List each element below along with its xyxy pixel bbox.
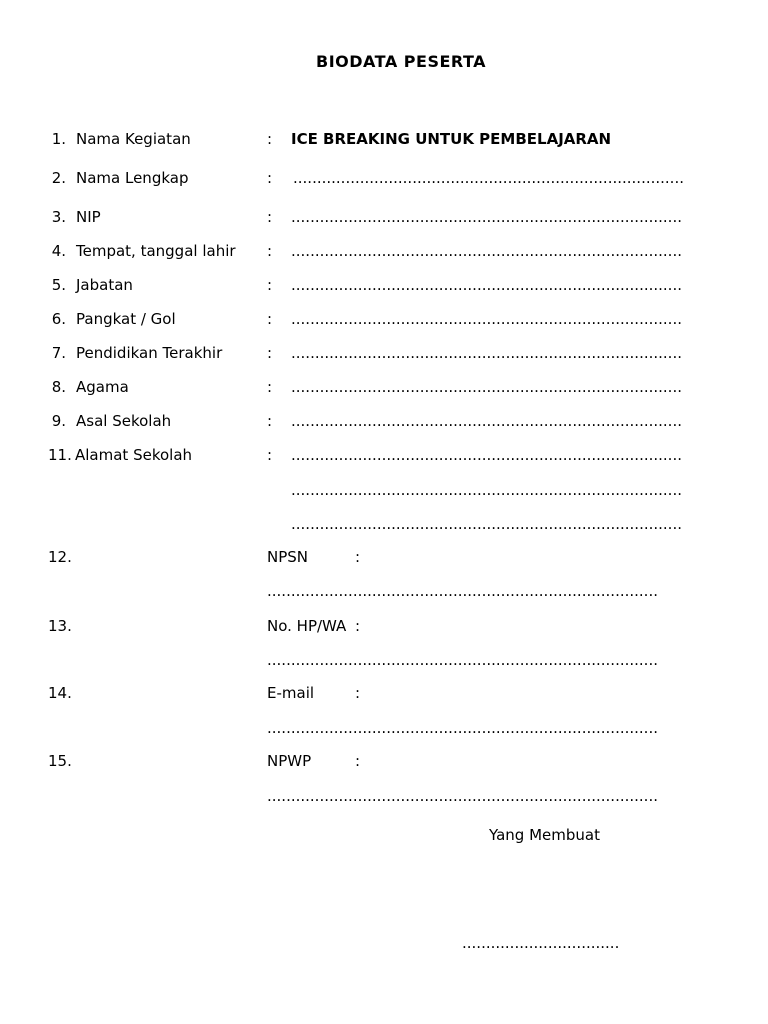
field-label: No. HP/WA xyxy=(267,617,347,635)
field-number: 6. xyxy=(51,310,66,328)
field-number: 12. xyxy=(48,548,72,566)
field-label: NPSN xyxy=(267,548,309,566)
field-colon: : xyxy=(267,446,273,464)
field-colon: : xyxy=(355,752,361,770)
field-dotted-line[interactable]: .................................................................................. xyxy=(291,481,682,499)
field-colon: : xyxy=(267,344,273,362)
field-label: Pangkat / Gol xyxy=(76,310,176,328)
field-number: 5. xyxy=(51,276,66,294)
field-label: Alamat Sekolah xyxy=(75,446,193,464)
signature-line[interactable]: ................................. xyxy=(462,934,620,952)
field-colon: : xyxy=(267,169,273,187)
field-dotted-line[interactable]: .................................................................................. xyxy=(291,378,682,396)
page-title: BIODATA PESERTA xyxy=(316,52,487,71)
field-label: Nama Kegiatan xyxy=(76,130,191,148)
field-dotted-line[interactable]: .................................................................................. xyxy=(291,515,682,533)
field-colon: : xyxy=(267,242,273,260)
field-label: Jabatan xyxy=(76,276,133,294)
field-number: 1. xyxy=(51,130,66,148)
field-dotted-line[interactable]: .................................................................................. xyxy=(291,242,682,260)
field-dotted-line[interactable]: .................................................................................. xyxy=(267,582,658,600)
field-dotted-line[interactable]: .................................................................................. xyxy=(267,651,658,669)
field-colon: : xyxy=(355,548,361,566)
field-label: NIP xyxy=(76,208,101,226)
field-number: 9. xyxy=(51,412,66,430)
field-number: 8. xyxy=(51,378,66,396)
field-dotted-line[interactable]: .................................................................................. xyxy=(291,310,682,328)
field-dotted-line[interactable]: .................................................................................. xyxy=(291,208,682,226)
field-dotted-line[interactable]: .................................................................................. xyxy=(291,446,682,464)
field-number: 4. xyxy=(51,242,66,260)
field-colon: : xyxy=(267,412,273,430)
field-value: ICE BREAKING UNTUK PEMBELAJARAN xyxy=(291,130,612,148)
field-label: E-mail xyxy=(267,684,315,702)
field-number: 2. xyxy=(51,169,66,187)
field-number: 11. xyxy=(48,446,72,464)
field-colon: : xyxy=(267,208,273,226)
field-number: 15. xyxy=(48,752,72,770)
field-label: Nama Lengkap xyxy=(76,169,189,187)
field-number: 7. xyxy=(51,344,66,362)
field-number: 3. xyxy=(51,208,66,226)
field-colon: : xyxy=(267,276,273,294)
field-dotted-line[interactable]: .................................................................................. xyxy=(293,169,684,187)
field-number: 14. xyxy=(48,684,72,702)
field-colon: : xyxy=(267,378,273,396)
signature-label: Yang Membuat xyxy=(489,826,600,844)
field-dotted-line[interactable]: .................................................................................. xyxy=(291,412,682,430)
field-dotted-line[interactable]: .................................................................................. xyxy=(291,276,682,294)
field-colon: : xyxy=(355,617,361,635)
field-dotted-line[interactable]: .................................................................................. xyxy=(291,344,682,362)
field-dotted-line[interactable]: .................................................................................. xyxy=(267,719,658,737)
field-label: Tempat, tanggal lahir xyxy=(76,242,236,260)
field-label: Asal Sekolah xyxy=(76,412,172,430)
field-label: NPWP xyxy=(267,752,312,770)
field-colon: : xyxy=(267,310,273,328)
field-label: Agama xyxy=(76,378,129,396)
field-label: Pendidikan Terakhir xyxy=(76,344,223,362)
field-colon: : xyxy=(355,684,361,702)
field-colon: : xyxy=(267,130,273,148)
field-dotted-line[interactable]: .................................................................................. xyxy=(267,787,658,805)
field-number: 13. xyxy=(48,617,72,635)
